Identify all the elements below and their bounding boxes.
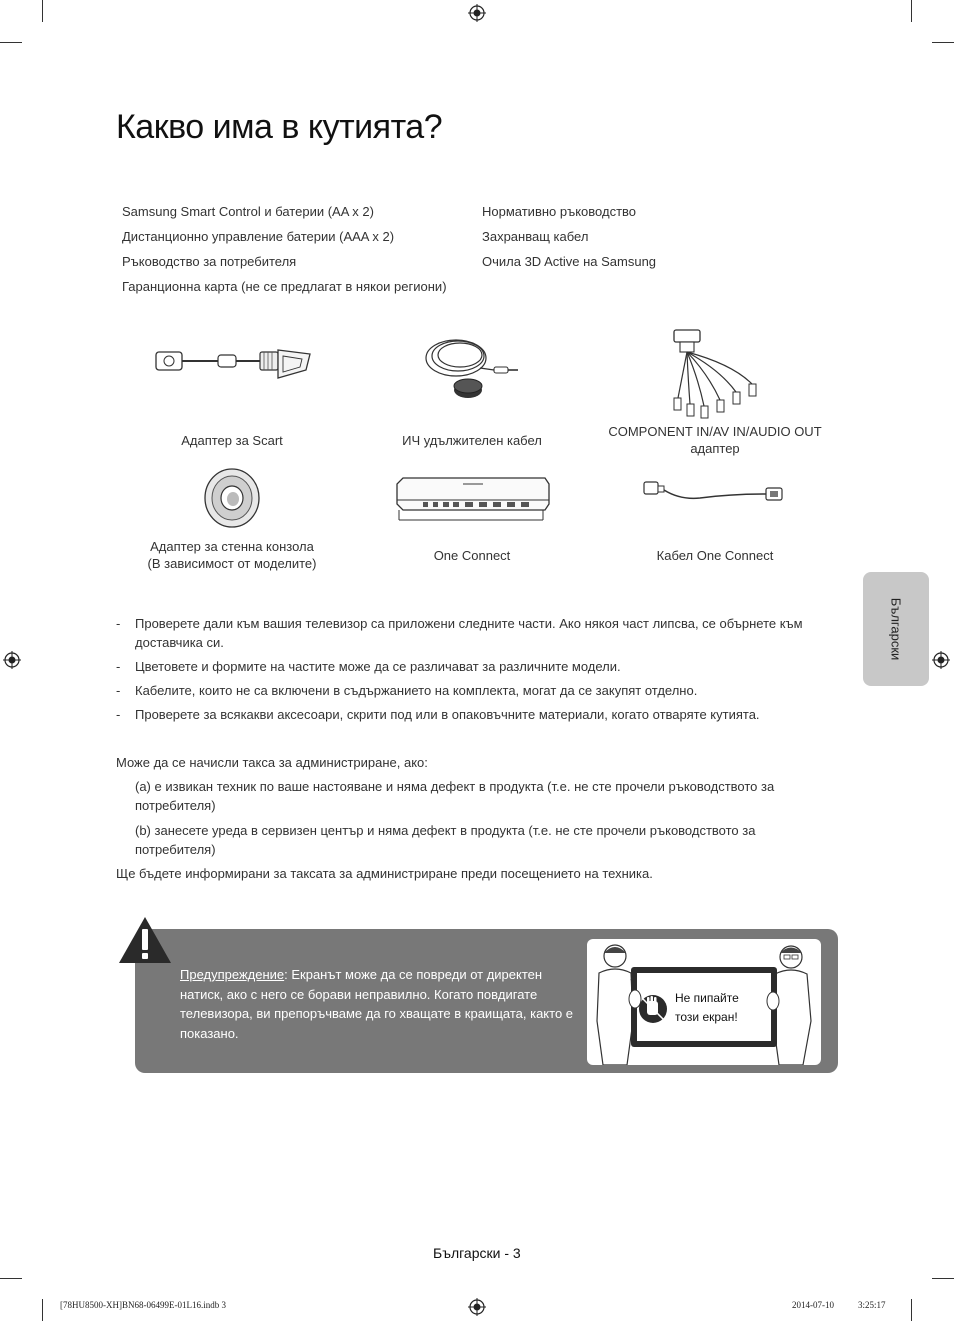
registration-mark-icon — [3, 651, 21, 669]
warning-text — [180, 965, 580, 1043]
note-dash: - — [116, 616, 121, 631]
accessory-caption: ИЧ удължителен кабел — [402, 433, 542, 448]
accessory-caption: One Connect — [433, 548, 511, 563]
print-file-info: [78HU8500-XH]BN68-06499E-01L16.indb 3 — [60, 1300, 226, 1310]
contents-item: Гаранционна карта (не се предлагат в някои региони) — [122, 279, 447, 294]
warning-label: Предупреждение — [180, 967, 285, 982]
accessory-caption-line: адаптер — [690, 441, 740, 456]
warning-illustration — [587, 939, 821, 1065]
admin-item-b: (b) занесете уреда в сервизен център и няма дефект в продукта (т.е. не сте прочели ръководството за потребителя) — [135, 823, 756, 857]
registration-mark-icon — [468, 4, 486, 22]
contents-item: Захранващ кабел — [482, 229, 589, 244]
note-dash: - — [116, 659, 121, 674]
crop-mark — [42, 1299, 43, 1321]
tv-screen-warning-line: Не пипайте — [675, 991, 739, 1005]
accessory-caption-line: (В зависимост от моделите) — [147, 556, 317, 571]
note-text: Проверете дали към вашия телевизор са приложени следните части. Ако някоя част липсва, се обърнете към доставчика си. — [135, 616, 803, 650]
accessory-caption: Кабел One Connect — [656, 548, 774, 563]
crop-mark — [0, 42, 22, 43]
scart-adapter-image — [152, 340, 314, 390]
wall-mount-adapter-image — [202, 466, 262, 530]
one-connect-box-image — [393, 474, 553, 526]
registration-mark-icon — [468, 1298, 486, 1316]
contents-item: Очила 3D Active на Samsung — [482, 254, 657, 269]
accessory-caption-line: COMPONENT IN/AV IN/AUDIO OUT — [608, 424, 822, 439]
contents-item: Ръководство за потребителя — [122, 254, 297, 269]
page-title: Какво има в кутията? — [116, 108, 443, 146]
language-tab-label: Български — [888, 597, 904, 661]
print-time: 3:25:17 — [858, 1300, 886, 1310]
note-text: Цветовете и формите на частите може да се различават за различните модели. — [135, 659, 621, 674]
language-tab — [863, 572, 929, 686]
page-footer: Български - 3 — [433, 1245, 521, 1261]
accessory-caption — [595, 423, 835, 457]
ir-cable-image — [422, 330, 522, 406]
tv-screen-warning-line: този екран! — [675, 1010, 738, 1024]
admin-item-a: (a) е извикан техник по ваше настояване и няма дефект в продукта (т.е. не сте прочели ръководството за потребителя) — [135, 779, 775, 813]
registration-mark-icon — [932, 651, 950, 669]
crop-mark — [932, 1278, 954, 1279]
contents-item: Дистанционно управление батерии (AAA x 2) — [122, 229, 395, 244]
note-text: Кабелите, които не са включени в съдържанието на комплекта, могат да се закупят отделно. — [135, 683, 698, 698]
one-connect-cable-image — [640, 474, 790, 516]
contents-item: Нормативно ръководство — [482, 204, 637, 219]
accessory-caption — [112, 538, 352, 572]
admin-intro: Може да се начисли такса за администриране, ако: — [116, 755, 428, 770]
crop-mark — [42, 0, 43, 22]
crop-mark — [0, 1278, 22, 1279]
crop-mark — [911, 0, 912, 22]
contents-item: Samsung Smart Control и батерии (AA x 2) — [122, 204, 374, 219]
note-text: Проверете за всякакви аксесоари, скрити под или в опаковъчните материали, когато отваряте кутията. — [135, 707, 760, 722]
crop-mark — [911, 1299, 912, 1321]
note-dash: - — [116, 707, 121, 722]
print-date: 2014-07-10 — [792, 1300, 834, 1310]
admin-outro: Ще бъдете информирани за таксата за администриране преди посещението на техника. — [116, 866, 653, 881]
crop-mark — [932, 42, 954, 43]
note-dash: - — [116, 683, 121, 698]
accessory-caption-line: Адаптер за стенна конзола — [150, 539, 314, 554]
warning-triangle-icon — [117, 915, 173, 965]
component-adapter-image — [668, 328, 764, 422]
warning-body: : Екранът може да се повреди от директен натиск, ако с него се борави неправилно. Когато повдигате телевизора, ви препоръчваме да го хващате в краищата, както е показано. — [180, 967, 574, 1041]
accessory-caption: Адаптер за Scart — [181, 433, 283, 448]
